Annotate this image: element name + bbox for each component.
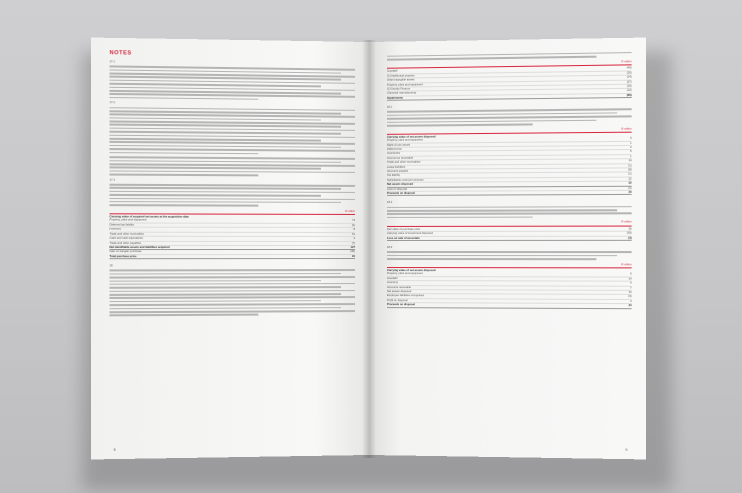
- table-row: Trade and other payables (7): [109, 241, 356, 245]
- paragraph-number: 17.3: [109, 178, 115, 182]
- column-header: R million: [621, 60, 632, 64]
- table-row: Lease liabilities (1): [386, 163, 632, 169]
- table-row: Net assets disposed 34: [386, 290, 632, 294]
- right-page: [369, 38, 646, 460]
- paragraph: [109, 101, 355, 176]
- table-total-row: Proceeds on disposal 34: [386, 303, 632, 308]
- table-row: Trade and other receivables 51: [109, 232, 356, 236]
- text-block: [387, 251, 632, 260]
- table-total-row: Net assets disposed 22: [386, 181, 632, 187]
- table-row: Fair value of purchase price 36: [386, 227, 632, 231]
- table-row: Carrying value of investment disposed (39): [386, 232, 632, 236]
- acquisition-table: [109, 209, 355, 259]
- paragraph-number: 17.1: [109, 60, 115, 64]
- book-gutter: [362, 40, 376, 458]
- paragraph-number: 18: [109, 264, 113, 268]
- table-row: Accounts receivable 7: [386, 285, 632, 290]
- table-row: Inventory 8: [109, 227, 356, 232]
- paragraph-number: 17.2: [109, 101, 115, 105]
- table-row: Profit on disposal 3: [386, 298, 632, 303]
- impairment-table: [387, 60, 632, 101]
- disposal-table: [387, 127, 632, 196]
- text-block: [109, 156, 355, 176]
- column-header: R million: [621, 220, 632, 224]
- table-row: Deferred tax 2: [386, 145, 632, 151]
- table-row: Property, plant and equipment 9: [386, 272, 632, 276]
- table-row: Income tax receivable 1: [386, 154, 632, 160]
- table-row: Cash and cash equivalents 4: [109, 236, 356, 241]
- table-row: Employee liabilities recognised (3): [386, 294, 632, 299]
- table-title: Carrying value of net assets disposed: [386, 135, 436, 140]
- table-row: Goodwill 14: [386, 276, 632, 281]
- table-row: ICI Intellectual property (26): [386, 71, 632, 78]
- table-row: Right-of-use assets 1: [386, 141, 632, 147]
- table-total-row: Loss on sale of associate (3): [386, 236, 632, 240]
- left-page: [91, 38, 369, 460]
- page-number: 9: [625, 447, 628, 453]
- associate-table: [387, 221, 632, 241]
- text-block: [387, 52, 632, 61]
- page-number: 8: [113, 447, 116, 452]
- table-total-row: Total purchase price 91: [109, 254, 356, 258]
- text-block: [109, 107, 355, 155]
- table-row: Property, plant and equipment 73: [109, 218, 356, 223]
- table-title: Carrying value of net assets disposed: [386, 269, 436, 273]
- paragraph: [387, 103, 632, 126]
- text-block: [109, 269, 355, 316]
- table-row: Property, plant and equipment 9: [386, 136, 632, 143]
- table-row: Trade and other receivables 14: [386, 159, 632, 165]
- table-row: Accounts payable (8): [386, 168, 632, 173]
- table-row: ICI Vendor Finance (15): [386, 84, 632, 91]
- text-block: [109, 184, 355, 207]
- text-block: [387, 206, 632, 219]
- section-title: NOTES: [109, 50, 132, 57]
- business-disposal-table: [387, 263, 632, 309]
- column-header: R million: [621, 127, 632, 131]
- paragraph: [109, 178, 355, 206]
- table-total-row: Impairments (69): [386, 93, 632, 100]
- paragraph: [109, 60, 355, 101]
- paragraph-number: 18.1: [386, 105, 393, 110]
- table-row: Other intangible assets (14): [386, 75, 632, 82]
- paragraph: [109, 264, 355, 316]
- table-row: Gain on bargain purchase (36): [109, 250, 356, 254]
- text-block: [109, 66, 355, 102]
- text-block: [387, 109, 632, 127]
- table-row: Subsidiaries and joint ventures 22: [386, 177, 632, 182]
- table-row: Goodwill (40): [386, 66, 632, 74]
- table-total-row: Net identifiable assets and liabilities acquired 127: [109, 245, 356, 249]
- paragraph: [387, 246, 632, 260]
- paragraph-number: 18.2: [386, 201, 393, 205]
- paragraph: [387, 200, 632, 218]
- table-row: Inventories 5: [386, 150, 632, 156]
- table-row: Tax liability (1): [386, 172, 632, 178]
- table-row: Property, plant and equipment (27): [386, 80, 632, 87]
- table-row: Loss on disposal (2): [386, 186, 632, 191]
- column-header: R million: [621, 263, 632, 267]
- paragraph-number: 18.3: [386, 246, 393, 250]
- table-row: Inventory 4: [386, 281, 632, 285]
- column-header: R million: [345, 209, 356, 213]
- table-row: Chemical manufacturing (12): [386, 89, 632, 96]
- table-title: Carrying value of acquired net assets at the acquisition date: [109, 215, 189, 220]
- table-total-row: Proceeds on disposal 20: [386, 190, 632, 195]
- table-row: Deferred tax liability (2): [109, 223, 356, 227]
